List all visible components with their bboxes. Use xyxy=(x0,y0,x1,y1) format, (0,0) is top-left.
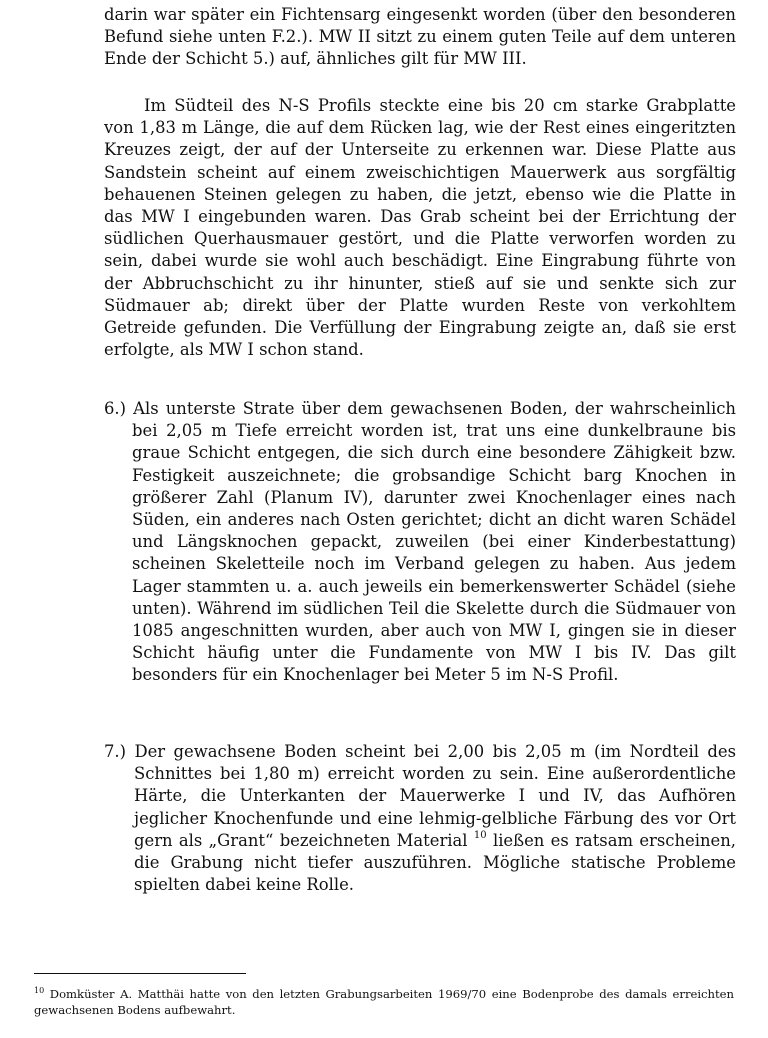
list-item-6-text: 6.) Als unterste Strate über dem gewachsenen Boden, der wahrscheinlich bei 2,05 m Tiefe erreicht worden ist, trat uns eine dunkelbraune bis graue Schicht entgegen, die sich durch eine besondere Zähigkeit bzw. Festigkeit auszeichnete; die grobsandige Schicht barg Knochen in größerer Zahl (Planum IV), darunter zwei Knochenlager eines nach Süden, ein anderes nach Osten gerichtet; dicht an dicht waren Schädel und Längsknochen gepackt, zuweilen (bei einer Kinderbestattung) scheinen Skeletteile noch im Verband gelegen zu haben. Aus jedem Lager stammten u. a. auch jeweils ein bemerkenswerter Schädel (siehe unten). Während im südlichen Teil die Skelette durch die Südmauer von 1085 angeschnitten wurden, aber auch von MW I, gingen sie in dieser Schicht häufig unter die Fundamente von MW I bis IV. Das gilt besonders für ein Knochenlager bei Meter 5 im N-S Profil. xyxy=(104,399,736,685)
list-item-7-text-part1: 7.) Der gewachsene Boden scheint bei 2,00 bis 2,05 m (im Nordteil des Schnittes bei 1,80 m) erreicht worden zu sein. Eine außerordentliche Härte, die Unterkanten der Mauerwerke I und IV, das Aufhören jeglicher Knochenfunde und eine lehmig-gelbliche Färbung des vor Ort gern als „Grant“ bezeichneten Material xyxy=(104,742,736,850)
list-item-7-text xyxy=(104,741,736,896)
footnote-number: 10 xyxy=(34,986,45,995)
list-item-7 xyxy=(104,741,736,896)
footnote-divider xyxy=(34,973,246,974)
list-item-7-text-part2: ließen es ratsam erscheinen, die Grabung nicht tiefer auszuführen. Mögliche statische Probleme spielten dabei keine Rolle. xyxy=(134,830,736,895)
footnote-reference: 10 xyxy=(473,829,487,841)
footnote-text: Domküster A. Matthäi hatte von den letzten Grabungsarbeiten 1969/70 eine Bodenprobe des damals erreichten gewachsenen Bodens aufbewahrt. xyxy=(34,987,735,1017)
paragraph-continuation: darin war später ein Fichtensarg eingesenkt worden (über den besonderen Befund siehe unten F.2.). MW II sitzt zu einem guten Teile auf dem unteren Ende der Schicht 5.) auf, ähnliches gilt für MW III. xyxy=(104,5,736,69)
list-item-6 xyxy=(104,398,736,687)
footnote xyxy=(34,983,734,1018)
paragraph-grabplatte: Im Südteil des N-S Profils steckte eine bis 20 cm starke Grabplatte von 1,83 m Länge, die auf dem Rücken lag, wie der Rest eines eingeritzten Kreuzes zeigt, der auf der Unterseite zu erkennen war. Diese Platte aus Sandstein scheint auf einem zweischichtigen Mauerwerk aus sorgfältig behauenen Steinen gelegen zu haben, die jetzt, ebenso wie die Platte in das MW I eingebunden waren. Das Grab scheint bei der Errichtung der südlichen Querhausmauer gestört, und die Platte verworfen worden zu sein, dabei wurde sie wohl auch beschädigt. Eine Eingrabung führte von der Abbruchschicht zu ihr hinunter, stieß auf sie und senkte sich zur Südmauer ab; direkt über der Platte wurden Reste von verkohltem Getreide gefunden. Die Verfüllung der Eingrabung zeigte an, daß sie erst erfolgte, als MW I schon stand. xyxy=(104,96,736,360)
